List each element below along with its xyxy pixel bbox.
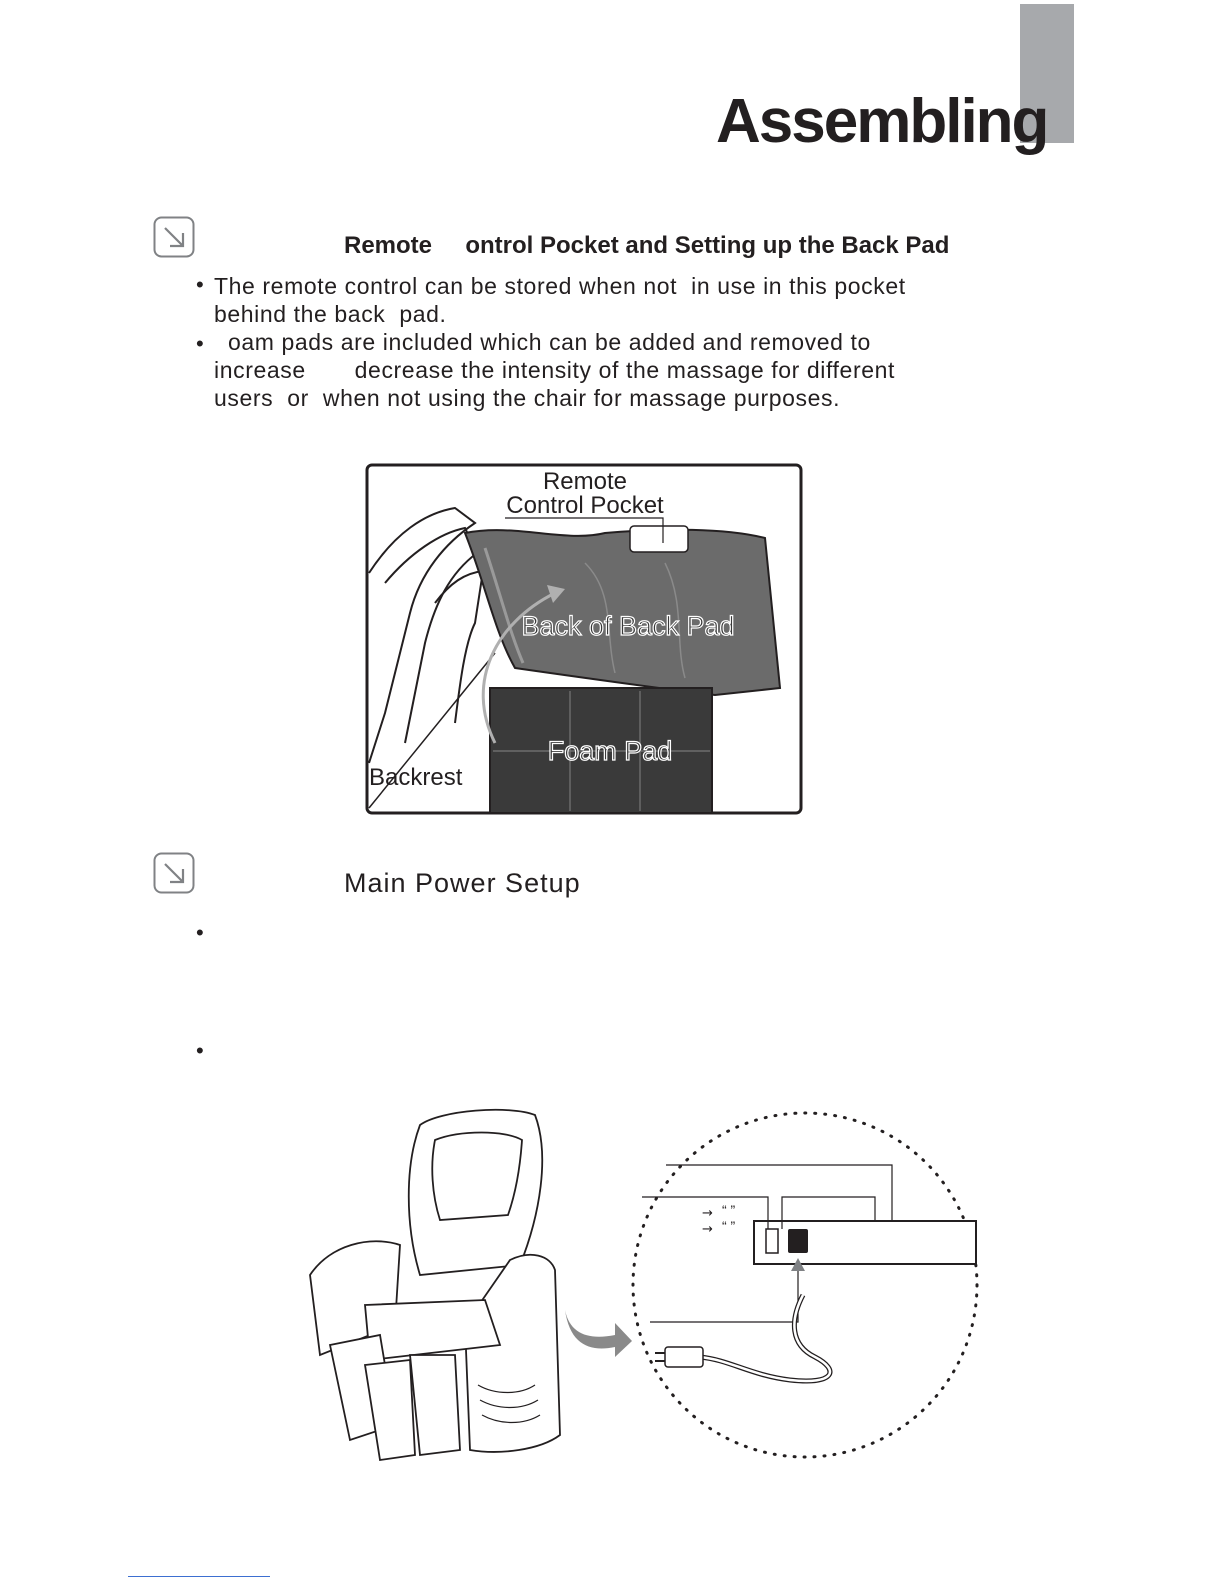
back-pad-illustration: [365, 463, 805, 817]
svg-text:→: →: [702, 1222, 713, 1237]
section1-title: Remote ontrol Pocket and Setting up the Back Pad: [344, 232, 950, 259]
page-title: Assembling: [716, 87, 1048, 156]
label-backrest: Backrest: [369, 764, 463, 791]
bullet-dot: •: [196, 1038, 204, 1063]
body-line: behind the back pad.: [214, 301, 447, 327]
body-line: The remote control can be stored when not in use in this pocket: [214, 273, 906, 299]
arrow-down-right-icon: [153, 852, 195, 894]
bullet-dot: •: [196, 272, 204, 297]
quote-marks: “ ”: [722, 1218, 736, 1234]
body-line: increase decrease the intensity of the massage for different: [214, 357, 895, 383]
bullet-dot: •: [196, 331, 204, 356]
label-foam-pad: Foam Pad: [547, 736, 673, 766]
body-line: users or when not using the chair for massage purposes.: [214, 385, 841, 411]
label-control-pocket: Control Pocket: [506, 492, 664, 519]
bullet-dot: •: [196, 920, 204, 945]
footer-rule: [128, 1576, 270, 1577]
label-remote: Remote: [542, 468, 628, 495]
label-back-of-back-pad: Back of Back Pad: [521, 611, 735, 641]
power-setup-illustration: [270, 1095, 995, 1485]
section2-title: Main Power Setup: [344, 868, 581, 898]
quote-marks: “ ”: [722, 1202, 736, 1218]
arrow-down-right-icon: [153, 216, 195, 258]
body-line: oam pads are included which can be added and removed to: [214, 329, 871, 355]
svg-text:→: →: [702, 1206, 713, 1221]
